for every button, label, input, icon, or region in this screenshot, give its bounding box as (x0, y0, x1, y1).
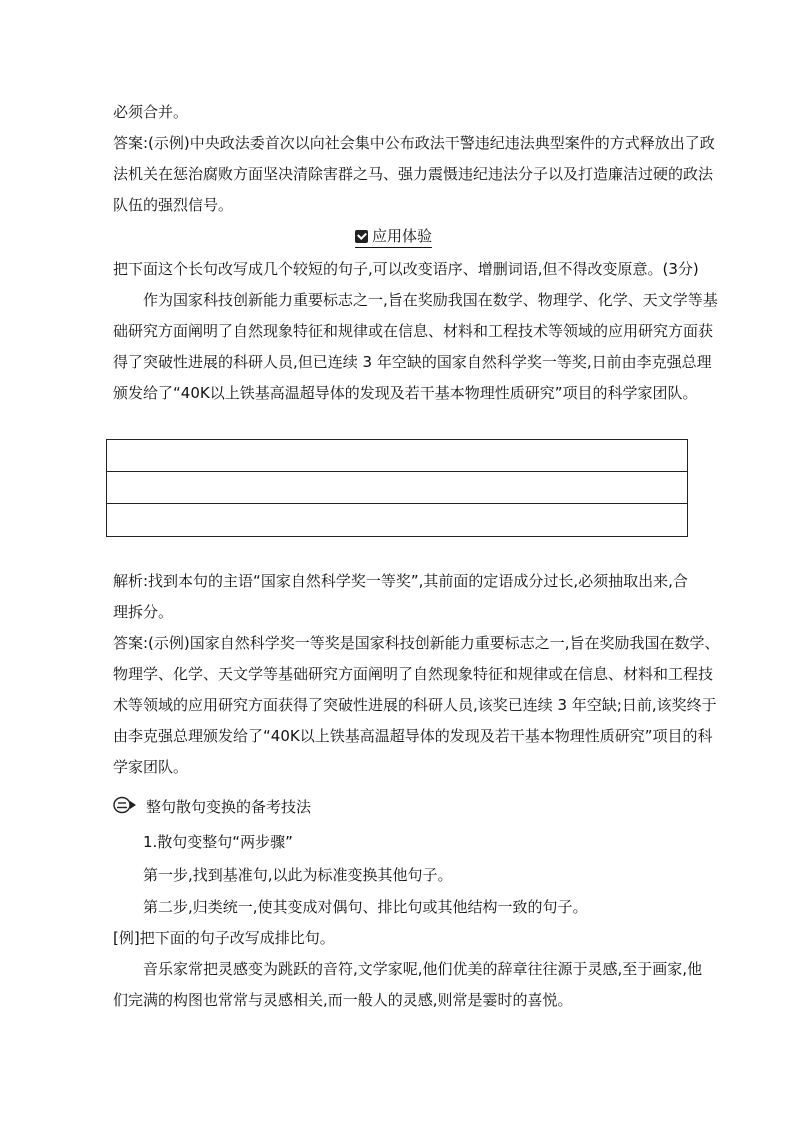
answer-box[interactable] (106, 439, 688, 537)
question-text: 作为国家科技创新能力重要标志之一,旨在奖励我国在数学、物理学、化学、天文学等基 (143, 291, 718, 309)
answer-line: 队伍的强烈信号。 (113, 196, 234, 214)
analysis-line: 理拆分。 (113, 603, 174, 621)
section-two-icon (113, 796, 137, 814)
text-line: 必须合并。 (113, 103, 189, 121)
answer-row[interactable] (107, 504, 687, 535)
answer-line: 法机关在惩治腐败方面坚决清除害群之马、强力震慑违纪违法分子以及打造廉洁过硬的政法 (113, 165, 714, 183)
answer-line: 答案:(示例)国家自然科学奖一等奖是国家科技创新能力重要标志之一,旨在奖励我国在数学、 (113, 634, 720, 652)
answer-line: 学家团队。 (113, 758, 189, 776)
step-line: 第二步,归类统一,使其变成对偶句、排比句或其他结构一致的句子。 (143, 898, 588, 916)
subheading: 1.散句变整句“两步骤” (143, 833, 293, 851)
analysis-line: 解析:找到本句的主语“国家自然科学奖一等奖”,其前面的定语成分过长,必须抽取出来,合 (113, 572, 688, 590)
question-text: 础研究方面阐明了自然现象特征和规律或在信息、材料和工程技术等领域的应用研究方面获 (113, 322, 714, 340)
checkbox-icon (355, 230, 368, 243)
question-prompt: 把下面这个长句改写成几个较短的句子,可以改变语序、增删词语,但不得改变原意。(3分) (113, 260, 699, 278)
section-heading: 整句散句变换的备考技法 (146, 798, 312, 816)
example-label: [例]把下面的句子改写成排比句。 (113, 929, 335, 947)
example-text: 音乐家常把灵感变为跳跃的音符,文学家呢,他们优美的辞章往往源于灵感,至于画家,他 (143, 960, 703, 978)
section-title (355, 226, 432, 248)
example-text: 们完满的构图也常常与灵感相关,而一般人的灵感,则常是霎时的喜悦。 (113, 991, 573, 1009)
question-text: 得了突破性进展的科研人员,但已连续 3 年空缺的国家自然科学奖一等奖,日前由李克强总理 (113, 353, 712, 371)
answer-line: 由李克强总理颁发给了“40K以上铁基高温超导体的发现及若干基本物理性质研究”项目的科 (113, 727, 713, 745)
section-title-text: 应用体验 (372, 227, 433, 245)
answer-line: 物理学、化学、天文学等基础研究方面阐明了自然现象特征和规律或在信息、材料和工程技 (113, 665, 714, 683)
question-text: 颁发给了“40K以上铁基高温超导体的发现及若干基本物理性质研究”项目的科学家团队。 (113, 384, 698, 402)
answer-row[interactable] (107, 440, 687, 472)
answer-line: 术等领域的应用研究方面获得了突破性进展的科研人员,该奖已连续 3 年空缺;日前,该奖终于 (113, 696, 717, 714)
answer-line: 答案:(示例)中央政法委首次以向社会集中公布政法干警违纪违法典型案件的方式释放出了政 (113, 134, 715, 152)
answer-row[interactable] (107, 472, 687, 504)
step-line: 第一步,找到基准句,以此为标准变换其他句子。 (143, 866, 453, 884)
